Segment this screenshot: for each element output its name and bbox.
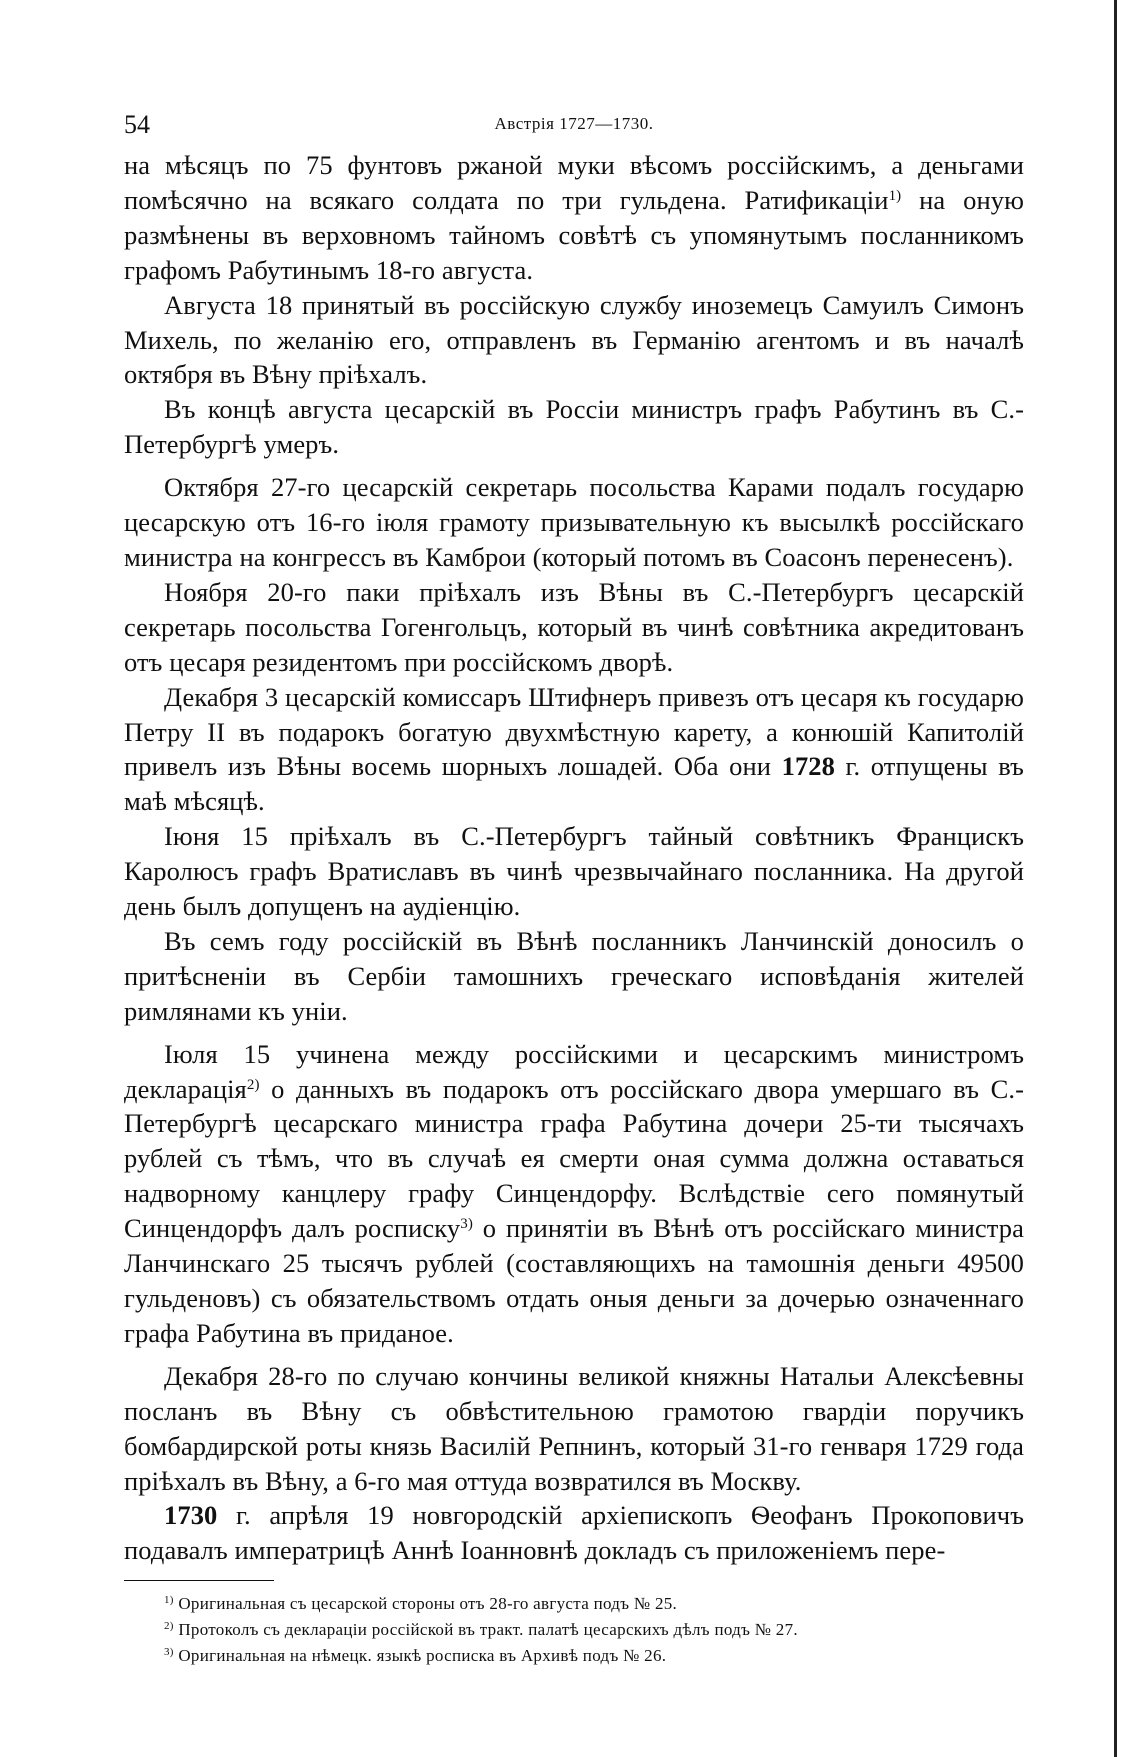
paragraph-wratislaw: Іюня 15 пріѣхалъ въ С.-Петербургъ тайный совѣтникъ Францискъ Каролюсъ графъ Вратиславъ въ чинѣ чрезвычайнаго посланника. На другой день былъ допущенъ на аудіенцію. [124, 821, 1024, 922]
footnote-marker: 2) [164, 1620, 174, 1633]
book-page [124, 100, 1024, 1669]
footnote-ref-3: 3) [460, 1216, 473, 1233]
paragraph-rabutin-death: Въ концѣ августа цесарскій въ Россіи министръ графъ Рабутинъ въ С.-Петербургѣ умеръ. [124, 394, 1024, 460]
footnote-text: Оригинальная съ цесарской стороны отъ 28-го августа подъ № 25. [173, 1594, 678, 1614]
paragraph-serbia: Въ семъ году россійскій въ Вѣнѣ посланникъ Ланчинскій доносилъ о притѣсненіи въ Сербіи тамошнихъ греческаго исповѣданія жителей римлянами къ уніи. [124, 925, 1024, 1026]
paragraph-karami: Октября 27-го цесарскій секретарь посольства Карами подалъ государю цесарскую отъ 16-го іюля грамоту призывательную къ высылкѣ россійскаго министра на конгрессъ въ Камброи (который потомъ въ Соасонъ перенесенъ). [124, 472, 1024, 572]
paragraph-text: Декабря 3 цесарскій комиссаръ Штифнеръ привезъ отъ цесаря къ государю Петру II въ подарокъ богатую двухмѣстную карету, а конюшій Капитолій привелъ изъ Вѣны восемь шорныхъ лошадей. Оба они [124, 681, 1024, 782]
paragraph-text: о принятіи въ Вѣнѣ отъ россійскаго министра Ланчинскаго 25 тысячъ рублей (составляющихъ на тамошнія деньги 49500 гульденовъ) съ обязательствомъ отдать оныя деньги за дочерью означеннаго графа Рабутина въ приданое. [124, 1213, 1024, 1348]
paragraph-text: г. отпущены въ маѣ мѣсяцѣ. [124, 751, 1024, 817]
footnote-1 [124, 1591, 1024, 1617]
paragraph-carriage [124, 680, 1024, 820]
paragraph-repnin: Декабря 28-го по случаю кончины великой княжны Натальи Алексѣевны посланъ въ Вѣну съ обвѣстительною грамотою гвардіи поручикъ бомбардирской роты князь Василій Репнинъ, который 31-го генваря 1729 года пріѣхалъ въ Вѣну, а 6-го мая оттуда возвратился въ Москву. [124, 1360, 1024, 1496]
paragraph-text: Іюля 15 учинена между россійскими и цесарскимъ министромъ декларація [124, 1038, 1024, 1104]
paragraph-text: г. апрѣля 19 новгородскій архіепископъ Ѳеофанъ Прокоповичъ подавалъ императрицѣ Аннѣ Іоанновнѣ докладъ съ приложеніемъ пере- [124, 1500, 1024, 1566]
year-1728: 1728 [781, 751, 835, 782]
footnote-ref-2: 2) [246, 1076, 260, 1093]
footnote-text: Протоколъ съ деклараціи россійской въ тракт. палатѣ цесарскихъ дѣлъ подъ № 27. [173, 1620, 798, 1640]
footnote-text: Оригинальная на нѣмецк. языкѣ росписка въ Архивѣ подъ № 26. [173, 1646, 667, 1666]
footnote-2 [124, 1617, 1024, 1643]
paragraph-text: о данныхъ въ подарокъ отъ россійскаго двора умершаго въ С.-Петербургѣ цесарскаго министра графа Рабутина дочери 25-ти тысячахъ рублей съ тѣмъ, что въ случаѣ ея смерти оная сумма должна оставаться надворному канцлеру графу Синцендорфу. Вслѣдствіе сего помянутый Синцендорфъ далъ росписку [124, 1073, 1024, 1244]
body-text [124, 148, 1024, 1568]
footnote-3 [124, 1643, 1024, 1669]
year-1730: 1730 [164, 1500, 218, 1531]
footnotes [124, 1591, 1024, 1669]
footnote-marker: 1) [164, 1594, 174, 1607]
paragraph-text: на мѣсяцъ по 75 фунтовъ ржаной муки вѣсомъ россійскимъ, а деньгами помѣсячно на всякаго солдата по три гульдена. Ратификаціи [124, 150, 1024, 215]
footnote-marker: 3) [164, 1646, 174, 1659]
page-header [124, 100, 1024, 140]
footnote-ref-1: 1) [888, 187, 902, 204]
page-edge-line [1114, 0, 1117, 1757]
footnote-divider [124, 1580, 274, 1581]
page-number: 54 [124, 110, 150, 139]
paragraph-michel: Августа 18 принятый въ россійскую службу иноземецъ Самуилъ Симонъ Михель, по желанію его, отправленъ въ Германію агентомъ и въ началѣ октября въ Вѣну пріѣхалъ. [124, 289, 1024, 390]
paragraph-hohenholz: Ноября 20-го паки пріѣхалъ изъ Вѣны въ С.-Петербургъ цесарскій секретарь посольства Гогенгольцъ, который въ чинѣ совѣтника акредитованъ отъ цесаря резидентомъ при россійскомъ дворѣ. [124, 576, 1024, 677]
running-title: Австрія 1727—1730. [494, 114, 654, 133]
paragraph-ratification [124, 148, 1024, 288]
paragraph-prokopovich [124, 1498, 1024, 1568]
paragraph-declaration [124, 1037, 1024, 1351]
paragraph-text: на оную размѣнены въ верховномъ тайномъ совѣтѣ съ упомянутымъ посланникомъ графомъ Рабутинымъ 18-го августа. [124, 184, 1024, 285]
